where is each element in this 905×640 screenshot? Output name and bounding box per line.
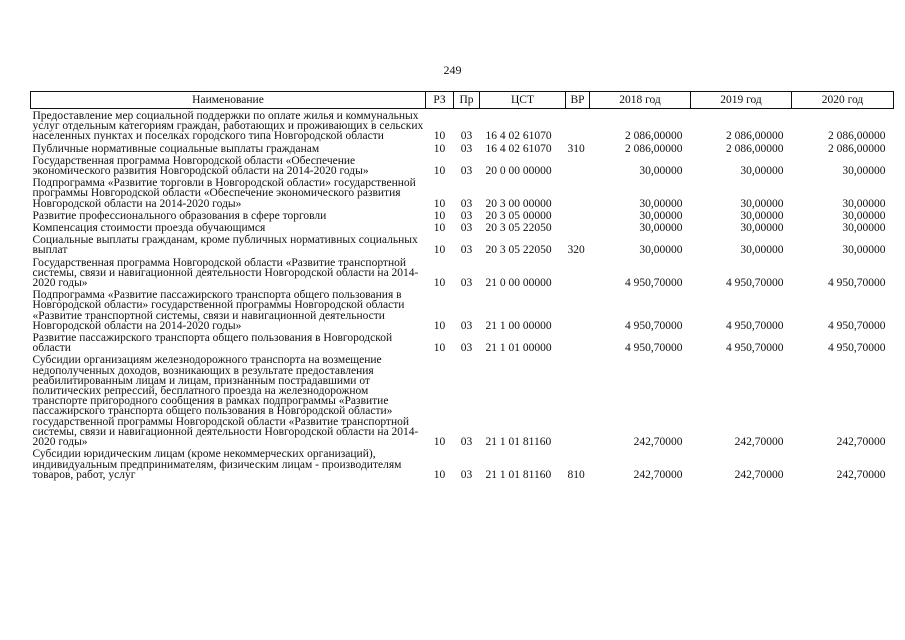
row-value-2018: 4 950,70000	[625, 319, 683, 332]
header-2019: 2019 год	[691, 92, 792, 109]
row-name: Подпрограмма «Развитие пассажирского транспорта общего пользования в Новгородской области» государственной программы Новгородской области «Развитие транспортной системы, связи и навигационной деятельности Новгородской области на 2014-2020 годы»	[32, 289, 405, 332]
row-vr: 810	[567, 468, 585, 481]
page-number: 249	[443, 63, 462, 77]
row-pr: 03	[460, 197, 473, 210]
table-row	[31, 331, 894, 353]
row-value-2018: 30,00000	[639, 209, 683, 222]
row-vr	[566, 176, 590, 209]
row-rz: 10	[433, 222, 446, 235]
row-value-2020: 4 950,70000	[828, 277, 886, 290]
row-cst: 20 3 05 22050	[485, 244, 552, 257]
row-cst: 16 4 02 61070	[485, 130, 552, 143]
row-value-2019: 242,70000	[734, 468, 784, 481]
row-pr: 03	[460, 342, 473, 355]
table-row	[31, 221, 894, 233]
row-rz: 10	[433, 197, 446, 210]
table-row	[31, 447, 894, 480]
row-pr: 03	[460, 142, 473, 155]
row-rz: 10	[433, 209, 446, 222]
row-pr: 03	[460, 165, 473, 178]
row-value-2020: 2 086,00000	[828, 130, 886, 143]
table-header	[31, 92, 894, 109]
row-value-2019: 30,00000	[740, 222, 784, 235]
row-value-2019: 4 950,70000	[726, 319, 784, 332]
row-value-2018: 2 086,00000	[625, 130, 683, 143]
header-2018: 2018 год	[590, 92, 691, 109]
row-name: Публичные нормативные социальные выплаты гражданам	[32, 142, 320, 155]
row-cst: 21 1 00 00000	[485, 319, 552, 332]
table-row	[31, 209, 894, 221]
row-value-2019: 242,70000	[734, 436, 784, 449]
table-row	[31, 109, 894, 142]
row-value-2020: 242,70000	[836, 468, 886, 481]
row-pr: 03	[460, 209, 473, 222]
row-value-2019: 4 950,70000	[726, 342, 784, 355]
header-vr: ВР	[566, 92, 590, 109]
row-pr: 03	[460, 277, 473, 290]
row-vr	[566, 288, 590, 331]
row-name: Государственная программа Новгородской области «Обеспечение экономического развития Новгородской области на 2014-2020 годы»	[32, 154, 369, 178]
row-value-2020: 30,00000	[842, 222, 886, 235]
table-row	[31, 256, 894, 289]
row-pr: 03	[460, 130, 473, 143]
row-value-2020: 4 950,70000	[828, 342, 886, 355]
row-vr	[566, 154, 590, 176]
row-value-2018: 30,00000	[639, 165, 683, 178]
row-cst: 20 3 05 22050	[485, 222, 552, 235]
row-vr	[566, 209, 590, 221]
row-value-2018: 242,70000	[633, 436, 683, 449]
row-rz: 10	[433, 319, 446, 332]
row-rz: 10	[433, 165, 446, 178]
row-value-2019: 2 086,00000	[726, 142, 784, 155]
row-name: Компенсация стоимости проезда обучающимся	[32, 222, 266, 235]
row-value-2020: 30,00000	[842, 165, 886, 178]
row-value-2020: 2 086,00000	[828, 142, 886, 155]
row-cst: 20 3 00 00000	[485, 197, 552, 210]
row-name: Социальные выплаты гражданам, кроме публичных нормативных социальных выплат	[32, 234, 418, 257]
row-rz: 10	[433, 142, 446, 155]
row-vr	[566, 109, 590, 142]
row-value-2018: 4 950,70000	[625, 277, 683, 290]
row-pr: 03	[460, 244, 473, 257]
row-rz: 10	[433, 244, 446, 257]
row-vr: 310	[567, 142, 585, 155]
table-row	[31, 233, 894, 255]
row-cst: 21 1 01 81160	[485, 468, 552, 481]
table-row	[31, 154, 894, 176]
row-name: Предоставление мер социальной поддержки по оплате жилья и коммунальных услуг отдельным категориям граждан, работающих и проживающих в сельских населенных пунктах и поселках городского типа Новгородской области	[32, 110, 424, 143]
row-cst: 20 3 05 00000	[485, 209, 552, 222]
row-value-2020: 30,00000	[842, 197, 886, 210]
row-value-2020: 4 950,70000	[828, 319, 886, 332]
row-rz: 10	[433, 436, 446, 449]
row-value-2019: 4 950,70000	[726, 277, 784, 290]
row-vr	[566, 221, 590, 233]
row-name: Субсидии юридическим лицам (кроме некоммерческих организаций), индивидуальным предпринимателям, физическим лицам - производителям товаров, работ, услуг	[32, 448, 402, 481]
row-value-2018: 30,00000	[639, 222, 683, 235]
budget-table	[30, 91, 894, 480]
row-pr: 03	[460, 468, 473, 481]
row-value-2020: 30,00000	[842, 209, 886, 222]
row-name: Развитие профессионального образования в сфере торговли	[32, 209, 327, 222]
header-2020: 2020 год	[792, 92, 894, 109]
table-row	[31, 142, 894, 154]
header-cst: ЦСТ	[480, 92, 566, 109]
row-cst: 20 0 00 00000	[485, 165, 552, 178]
table-row	[31, 288, 894, 331]
row-value-2019: 30,00000	[740, 197, 784, 210]
header-name: Наименование	[31, 92, 426, 109]
row-value-2019: 30,00000	[740, 244, 784, 257]
row-name: Развитие пассажирского транспорта общего пользования в Новгородской области	[32, 332, 393, 355]
table-row	[31, 176, 894, 209]
row-name: Подпрограмма «Развитие торговли в Новгородской области» государственной программы Новгородской области «Обеспечение экономического развития Новгородской области на 2014-2020 годы»	[32, 177, 416, 210]
row-value-2019: 30,00000	[740, 209, 784, 222]
row-pr: 03	[460, 436, 473, 449]
table-body	[31, 109, 894, 480]
row-value-2018: 242,70000	[633, 468, 683, 481]
row-vr: 320	[567, 244, 585, 257]
row-rz: 10	[433, 277, 446, 290]
row-value-2018: 30,00000	[639, 197, 683, 210]
row-rz: 10	[433, 130, 446, 143]
row-cst: 21 0 00 00000	[485, 277, 552, 290]
row-value-2019: 2 086,00000	[726, 130, 784, 143]
row-pr: 03	[460, 222, 473, 235]
row-value-2018: 4 950,70000	[625, 342, 683, 355]
row-vr	[566, 353, 590, 447]
row-vr	[566, 256, 590, 289]
row-cst: 21 1 01 81160	[485, 436, 552, 449]
row-cst: 21 1 01 00000	[485, 342, 552, 355]
row-value-2019: 30,00000	[740, 165, 784, 178]
row-name: Государственная программа Новгородской области «Развитие транспортной системы, связи и навигационной деятельности Новгородской области на 2014-2020 годы»	[32, 256, 419, 290]
row-value-2020: 30,00000	[842, 244, 886, 257]
header-pr: Пр	[454, 92, 480, 109]
row-cst: 16 4 02 61070	[485, 142, 552, 155]
table-row	[31, 353, 894, 447]
header-rz: РЗ	[426, 92, 454, 109]
row-name: Субсидии организациям железнодорожного транспорта на возмещение недополученных доходов, возникающих в результате предоставления реабилитированным лицам и лицам, признанным пострадавшими от политических репрессий, бесплатного проезда на железнодорожном транспорте пригородного сообщения в рамках подпрограммы «Развитие пассажирского транспорта общего пользования в Новгородской области» государственной программы Новгородской области «Развитие транспортной системы, связи и навигационной деятельности Новгородской области на 2014-2020 годы»	[32, 354, 419, 449]
row-rz: 10	[433, 468, 446, 481]
row-pr: 03	[460, 319, 473, 332]
row-vr	[566, 331, 590, 353]
row-rz: 10	[433, 342, 446, 355]
row-value-2018: 2 086,00000	[625, 142, 683, 155]
row-value-2018: 30,00000	[639, 244, 683, 257]
row-value-2020: 242,70000	[836, 436, 886, 449]
